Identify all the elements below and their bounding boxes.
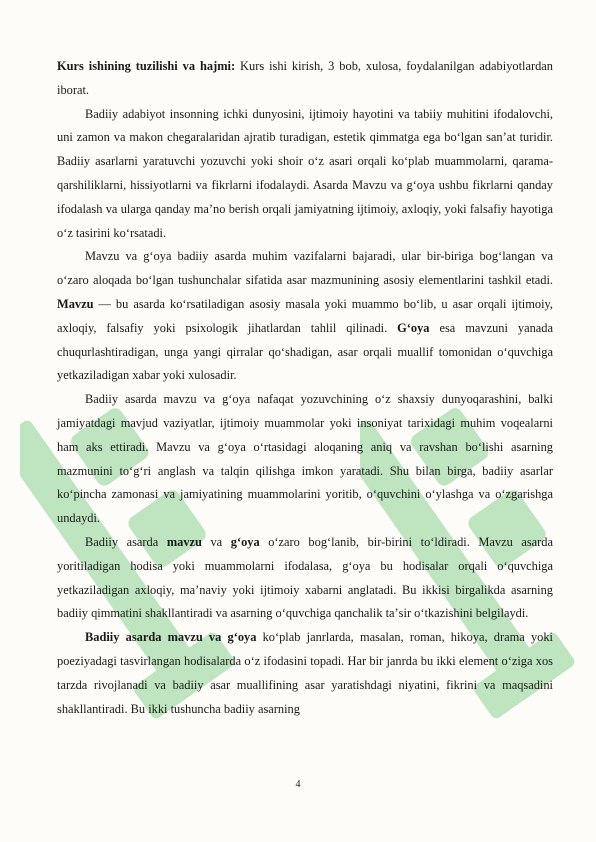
paragraph-literature-intro: Badiiy adabiyot insonning ichki dunyosini, ijtimoiy hayotini va tabiiy muhitini ifodalovchi, uni zamon va makon chegaralaridan ajratib turadigan, estetik qimmatga ega boʻlgan sanʼat turidir. Badiiy asarlarni yaratuvchi yozuvchi yoki shoir oʻz asari orqali koʻplab muammolarni, qarama-qarshiliklarni, hissiyotlarni va fikrlarni ifodalaydi. Asarda Mavzu va gʻoya ushbu fikrlarni qanday ifodalash va ularga qanday maʼno berish orqali jamiyatning ijtimoiy, axloqiy, yoki falsafiy hayotiga oʻz tasirini koʻrsatadi. <box>57 106 553 240</box>
paragraph-theme-idea-relation: Badiiy asarda mavzu va gʻoya oʻzaro bogʻlanib, bir-birini toʻldiradi. Mavzu asarda yoritiladigan hodisa yoki muammolarni ifodalasa, gʻoya bu hodisalar orqali oʻquvchiga yetkaziladigan axloqiy, maʼnaviy yoki ijtimoiy xabarni anglatadi. Bu ikkisi birgalikda asarning badiiy qimmatini shakllantiradi va asarning oʻquvchiga qanchalik taʼsir oʻtkazishini belgilaydi. <box>57 534 554 621</box>
heading-run: Kurs ishining tuzilishi va hajmi: <box>57 59 236 73</box>
paragraph-course-structure: Kurs ishining tuzilishi va hajmi: Kurs ishi kirish, 3 bob, xulosa, foydalanilgan adabiyotlardan iborat. <box>57 59 553 97</box>
document-body <box>57 55 553 721</box>
paragraph-theme-idea-definition: Mavzu va gʻoya badiiy asarda muhim vazifalarni bajaradi, ular bir-biriga bogʻlangan va oʻzaro aloqada boʻlgan tushunchalar sifatida asar mazmunining asosiy elementlarini tashkil etadi. Mavzu — bu asarda koʻrsatiladigan asosiy masala yoki muammo boʻlib, u asar orqali ijtimoiy, axloqiy, falsafiy yoki psixologik jihatlardan tahlil qilinadi. Gʻoya esa mavzuni yanada chuqurlashtiradigan, unga yangi qirralar qoʻshadigan, asar orqali muallif tomonidan oʻquvchiga yetkaziladigan xabar yoki xulosadir. <box>57 249 553 383</box>
page-number: 4 <box>295 779 301 790</box>
paragraph-genres: Badiiy asarda mavzu va gʻoya koʻplab janrlarda, masalan, roman, hikoya, drama yoki poeziyadagi tasvirlangan hodisalarda oʻz ifodasini topadi. Har bir janrda bu ikki element oʻziga xos tarzda rivojlanadi va badiiy asar muallifining asar yaratishdagi niyatini, fikrini va maqsadini shakllantiradi. Bu ikki tushuncha badiiy asarning <box>57 630 553 716</box>
paragraph-society-reflection: Badiiy asarda mavzu va gʻoya nafaqat yozuvchining oʻz shaxsiy dunyoqarashini, balki jamiyatdagi mavjud vaziyatlar, ijtimoiy muammolar yoki insoniyat tarixidagi muhim voqealarni ham aks ettiradi. Mavzu va gʻoya oʻrtasidagi aloqaning aniq va ravshan boʻlishi asarning mazmunini toʻgʻri anglash va talqin qilishga imkon yaratadi. Shu bilan birga, badiiy asarlar koʻpincha zamonasi va jamiyatining muammolarini yoritib, oʻquvchini oʻylashga va oʻzgarishga undaydi. <box>57 392 553 526</box>
